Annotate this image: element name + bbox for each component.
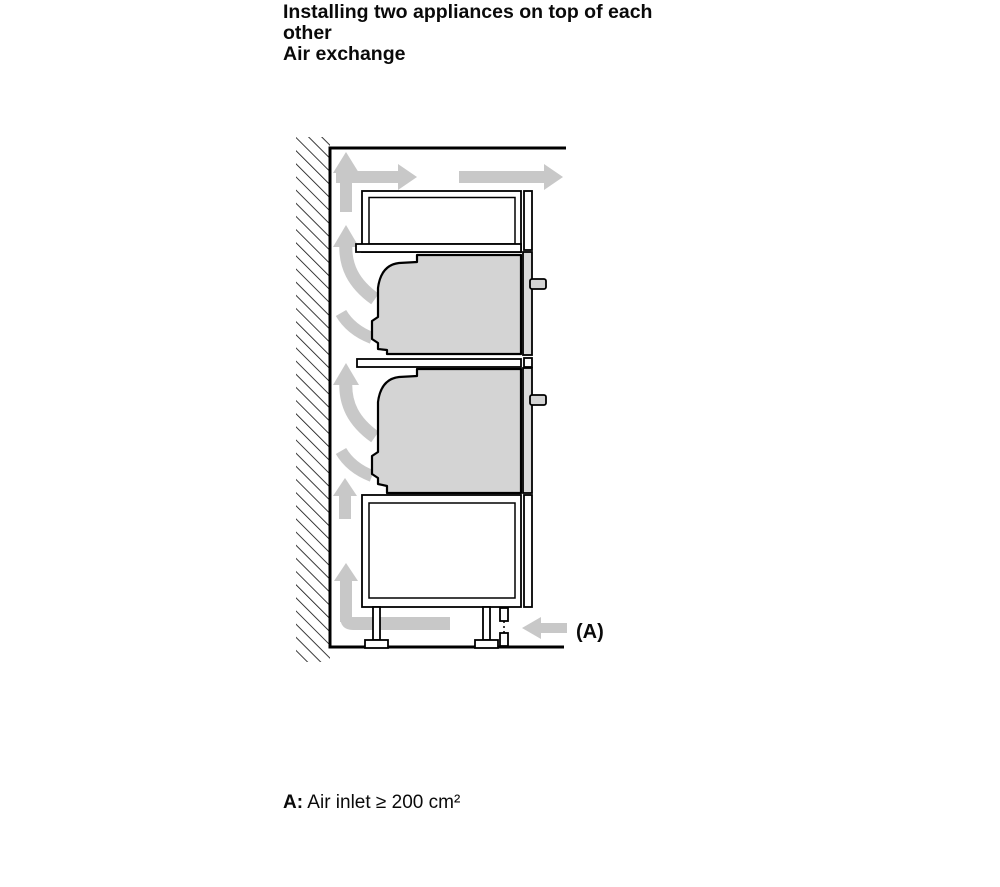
wall-hatching [296,137,330,662]
airflow-right-arrow-top-long [459,164,563,190]
air-inlet-mark-bottom [500,633,508,646]
airflow-curved-arrow-lower [333,363,375,476]
lower-appliance-body [372,369,521,493]
title-line-2: Air exchange [283,43,406,65]
cabinet-leg-left [373,607,380,640]
cabinet-leg-right [483,607,490,640]
upper-appliance-door [523,252,532,355]
legend-key: A: [283,792,304,813]
air-inlet-label: (A) [576,621,604,643]
mid-shelf [357,359,521,367]
front-frame-bottom [524,495,532,607]
front-frame-mid [524,358,532,367]
air-inlet-arrow [522,617,567,639]
cabinet-foot-right [475,640,498,648]
upper-appliance [372,252,546,355]
top-vent-cabinet [356,191,532,252]
cabinet-foot-left [365,640,388,648]
lower-appliance-door [523,368,532,493]
lower-appliance-handle [530,395,546,405]
upper-appliance-body [372,255,521,354]
legend-text: Air inlet ≥ 200 cm² [307,792,461,813]
front-frame-top [524,191,532,250]
air-inlet-mark-top [500,608,508,621]
upper-appliance-handle [530,279,546,289]
airflow-up-arrow-mid [333,478,357,519]
legend-caption [283,792,460,814]
lower-appliance [372,368,546,493]
title-line-1: Installing two appliances on top of each other [283,1,653,44]
